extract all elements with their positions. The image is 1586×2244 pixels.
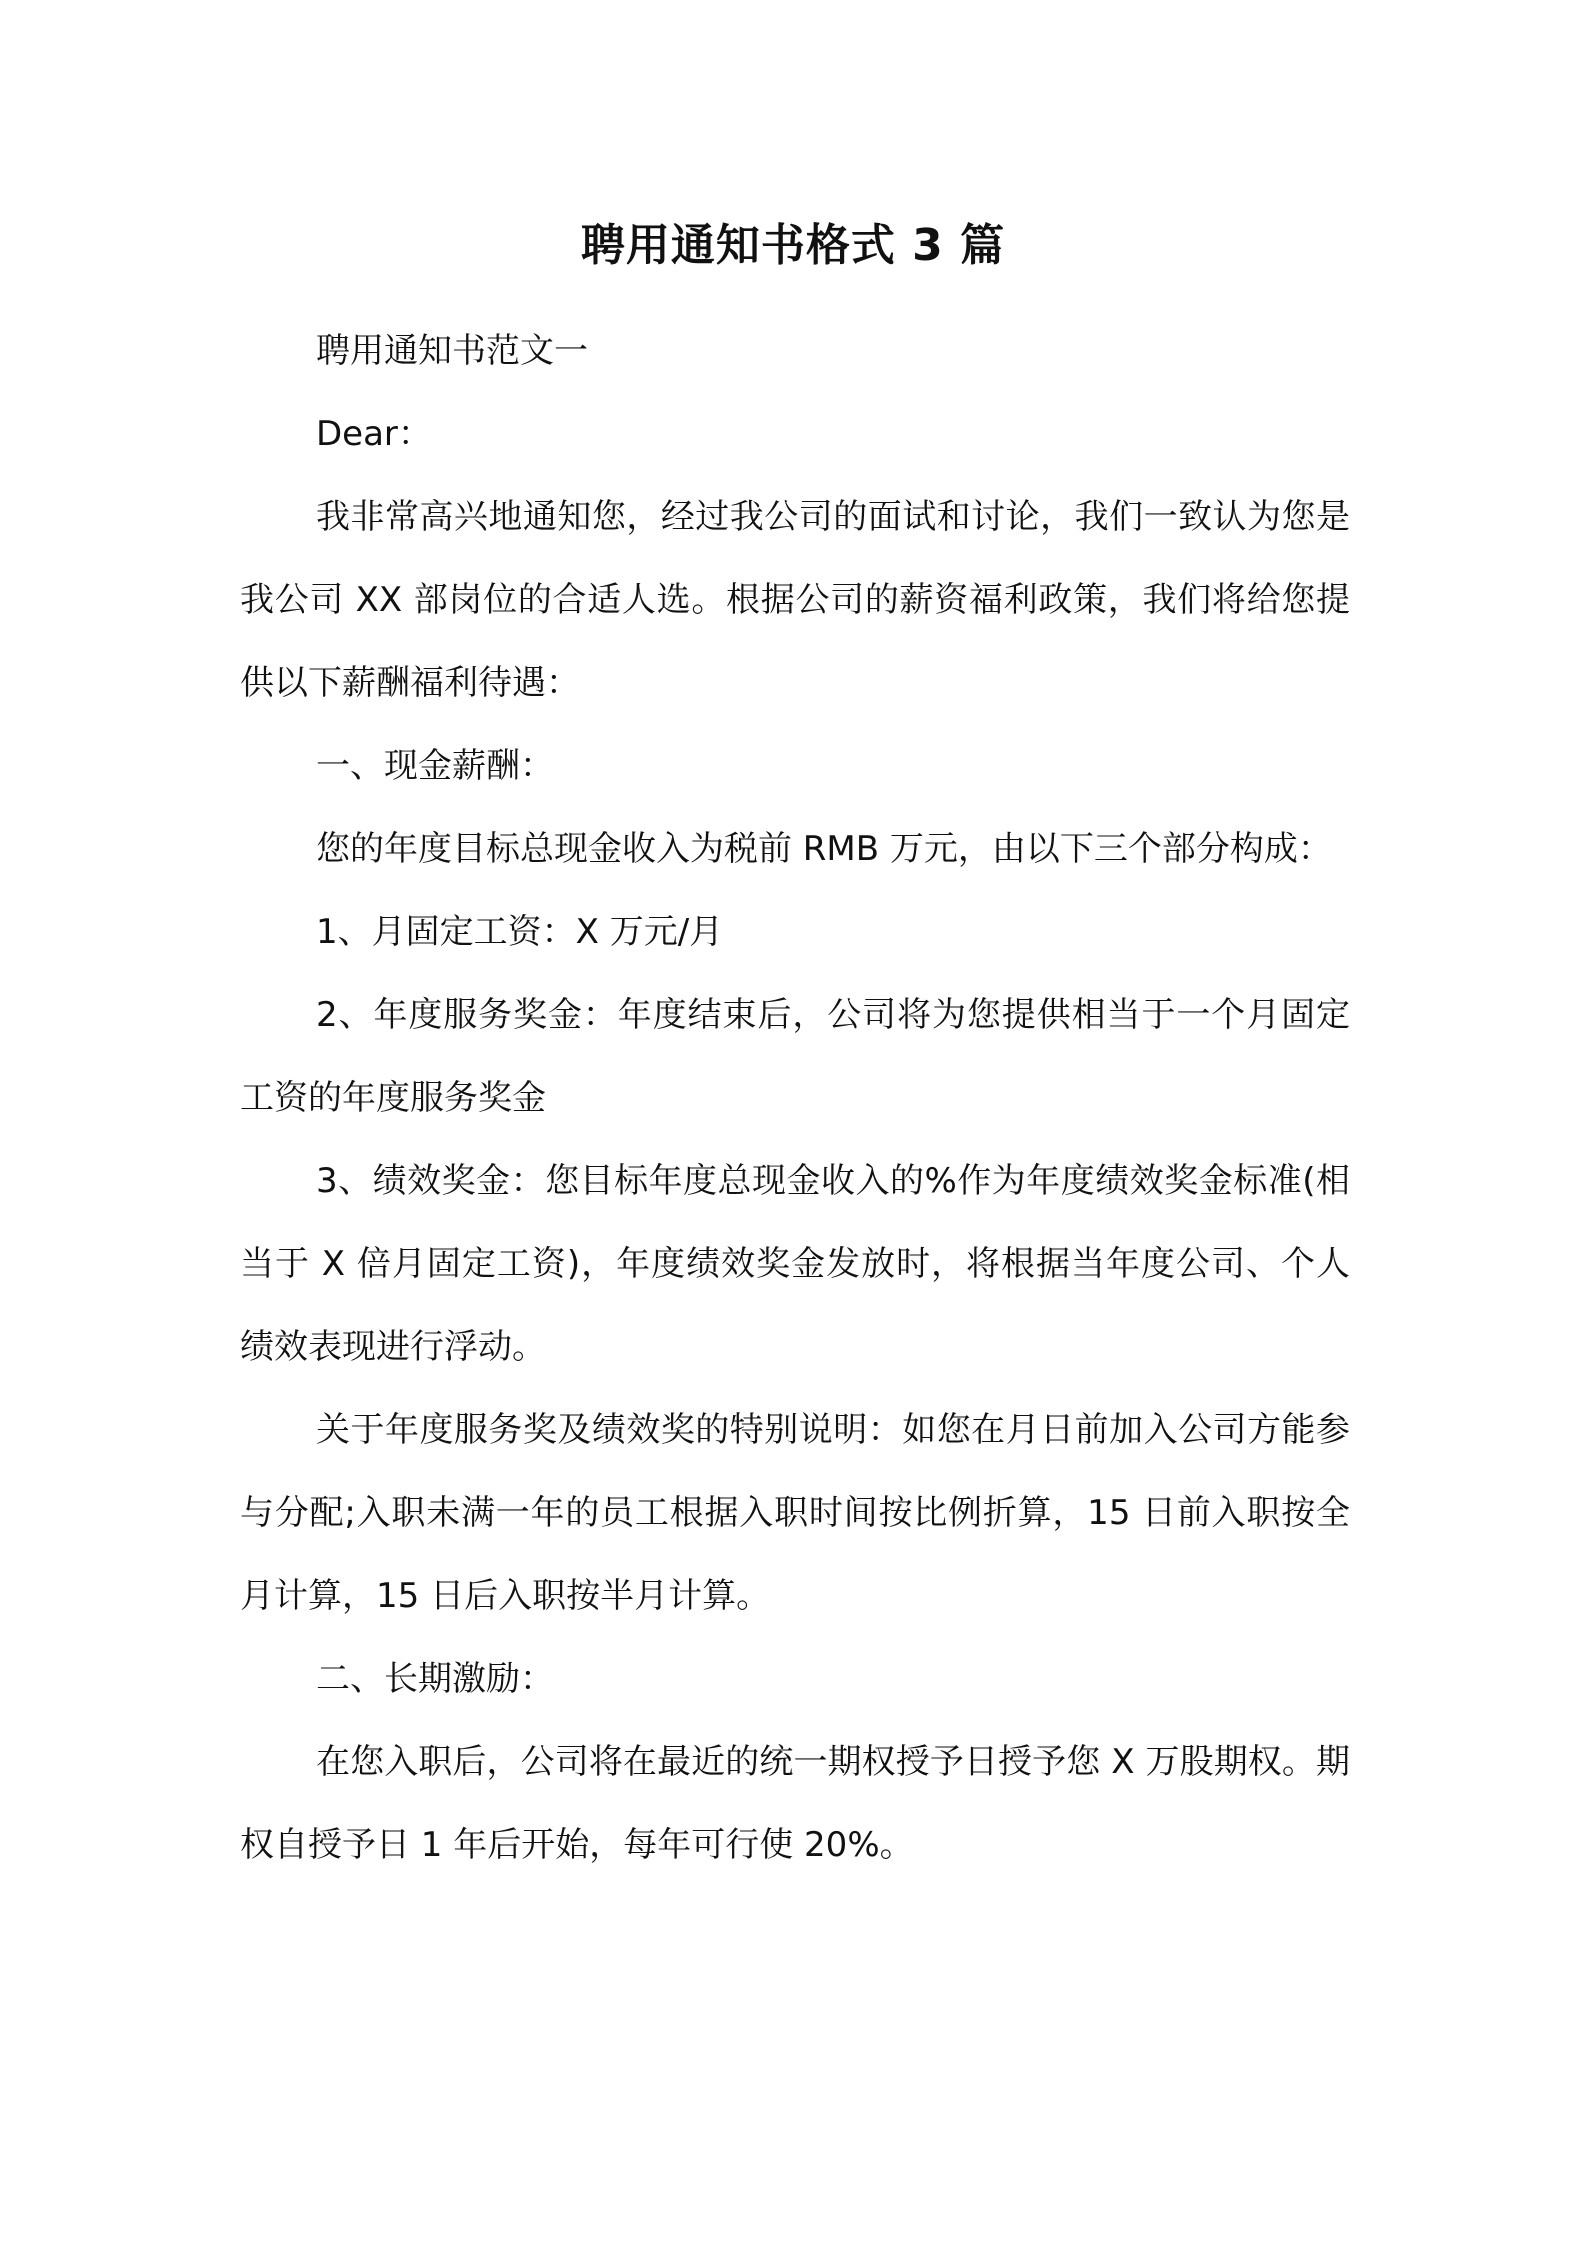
list-item-annual-service-bonus: 2、年度服务奖金：年度结束后，公司将为您提供相当于一个月固定工资的年度服务奖金 xyxy=(240,995,1350,1118)
subheading-sample-one: 聘用通知书范文一 xyxy=(316,331,588,371)
list-item-performance-bonus: 3、绩效奖金：您目标年度总现金收入的%作为年度绩效奖金标准(相当于 X 倍月固定工资)，年度绩效奖金发放时，将根据当年度公司、个人绩效表现进行浮动。 xyxy=(240,1161,1350,1367)
salutation: Dear： xyxy=(316,414,432,454)
list-item-monthly-salary: 1、月固定工资：X 万元/月 xyxy=(316,912,724,952)
bonus-special-note-paragraph: 关于年度服务奖及绩效奖的特别说明：如您在月日前加入公司方能参与分配;入职未满一年的员工根据入职时间按比例折算，15 日前入职按全月计算，15 日后入职按半月计算。 xyxy=(240,1410,1350,1616)
stock-option-paragraph: 在您入职后，公司将在最近的统一期权授予日授予您 X 万股期权。期权自授予日 1 年后开始，每年可行使 20%。 xyxy=(240,1742,1350,1865)
section-heading-cash-compensation: 一、现金薪酬： xyxy=(316,746,554,786)
document-body xyxy=(240,310,1350,1887)
document-title: 聘用通知书格式 3 篇 xyxy=(580,220,1006,271)
intro-paragraph: 我非常高兴地通知您，经过我公司的面试和讨论，我们一致认为您是我公司 XX 部岗位的合适人选。根据公司的薪资福利政策，我们将给您提供以下薪酬福利待遇： xyxy=(240,497,1350,703)
cash-compensation-paragraph: 您的年度目标总现金收入为税前 RMB 万元，由以下三个部分构成： xyxy=(316,829,1332,869)
section-heading-long-term-incentive: 二、长期激励： xyxy=(316,1659,554,1699)
